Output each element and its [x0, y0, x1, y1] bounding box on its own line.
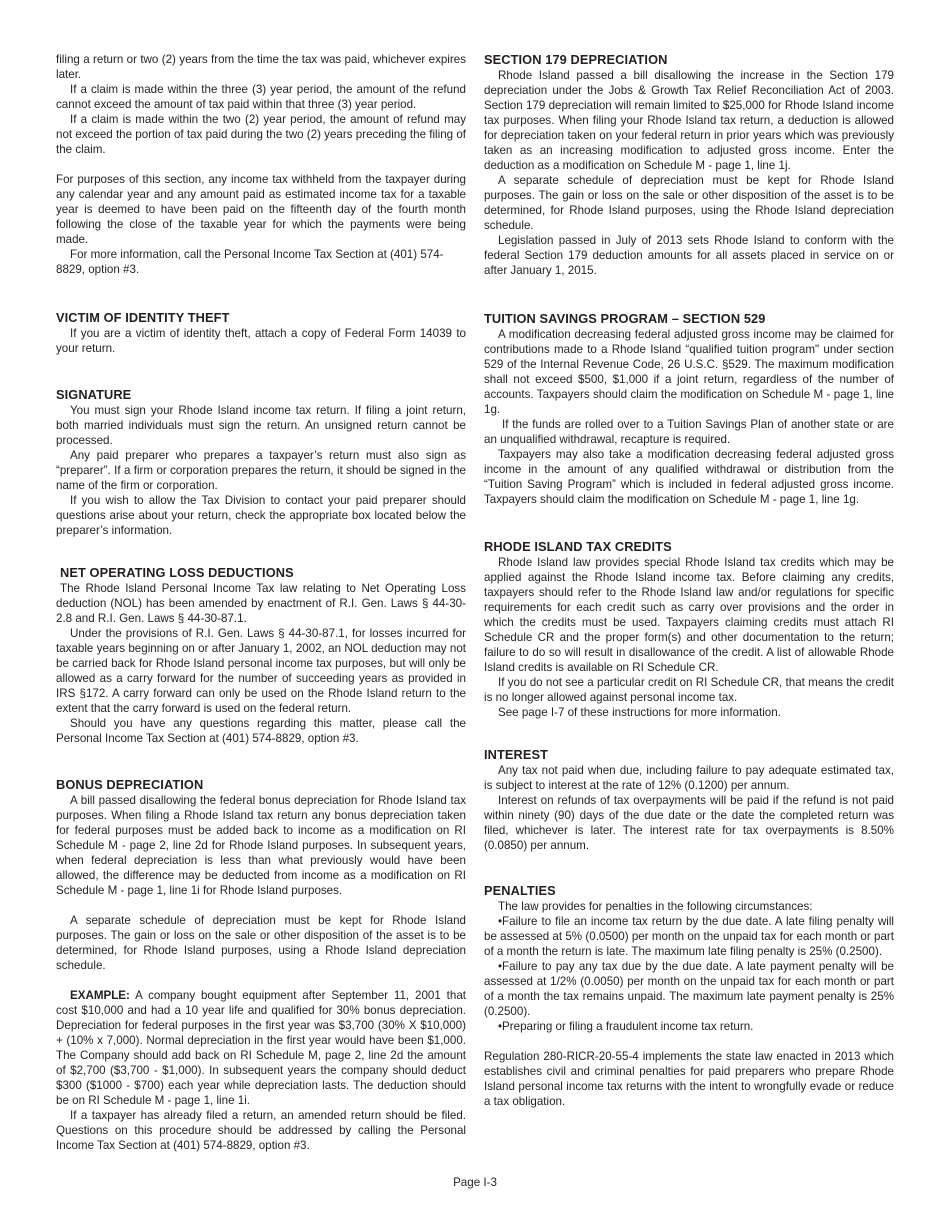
paragraph: Any paid preparer who prepares a taxpayer’s return must also sign as “preparer”. If a firm or corporation prepares the return, it should be signed in the name of the firm or corporation.	[56, 449, 466, 492]
paragraph: filing a return or two (2) years from the time the tax was paid, whichever expires later.	[56, 53, 466, 81]
identity-theft-section	[56, 310, 466, 356]
section-heading: INTEREST	[484, 747, 549, 762]
paragraph: A separate schedule of depreciation must be kept for Rhode Island purposes. The gain or loss on the sale or other disposition of the asset is to be determined, for Rhode Island purposes, using a Rhode Island depreciation schedule.	[56, 914, 466, 972]
paragraph: Legislation passed in July of 2013 sets Rhode Island to conform with the federal Section 179 deduction amounts for all assets placed in service on or after January 1, 2015.	[484, 234, 894, 277]
paragraph: Regulation 280-RICR-20-55-4 implements the state law enacted in 2013 which establishes civil and criminal penalties for paid preparers who prepare Rhode Island personal income tax returns with the intent to wrongfully evade or reduce a tax obligation.	[484, 1050, 894, 1108]
bullet-item: •Failure to pay any tax due by the due date. A late payment penalty will be assessed at 1/2% (0.0050) per month on the unpaid tax for each month or part of a month the tax remains unpaid. The maximum late payment penalty is 25% (0.2500).	[484, 960, 894, 1018]
section-heading: NET OPERATING LOSS DEDUCTIONS	[60, 565, 294, 580]
section-heading: PENALTIES	[484, 883, 556, 898]
paragraph: The law provides for penalties in the following circumstances:	[498, 900, 813, 913]
paragraph: If a claim is made within the two (2) year period, the amount of refund may not exceed the portion of tax paid during the two (2) years preceding the filing of the claim.	[56, 113, 466, 156]
right-column	[484, 52, 894, 1135]
refund-claim-section	[56, 52, 466, 277]
paragraph: If a claim is made within the three (3) year period, the amount of the refund cannot exceed the amount of tax paid within that three (3) year period.	[56, 83, 466, 111]
tuition-savings-section	[484, 311, 894, 507]
example-paragraph	[56, 988, 466, 1108]
paragraph: Under the provisions of R.I. Gen. Laws § 44-30-87.1, for losses incurred for taxable years beginning on or after January 1, 2002, an NOL deduction may not be carried back for Rhode Island personal income tax purposes, but will only be allowed as a carry forward for the number of succeeding years as provided in IRS §172. A carry forward can only be used on the Rhode Island return to the extent that the carry forward is used on the federal return.	[56, 627, 466, 715]
section-heading: VICTIM OF IDENTITY THEFT	[56, 310, 230, 325]
penalties-section	[484, 883, 894, 1109]
bullet-item: •Failure to file an income tax return by the due date. A late filing penalty will be assessed at 5% (0.0500) per month on the unpaid tax for each month or part of a month the return is late. The maximum late filing penalty is 25% (0.2500).	[484, 915, 894, 958]
paragraph: The Rhode Island Personal Income Tax law relating to Net Operating Loss deduction (NOL) has been amended by enactment of R.I. Gen. Laws § 44-30-2.8 and R.I. Gen. Laws § 44-30-87.1.	[56, 582, 466, 625]
paragraph: You must sign your Rhode Island income tax return. If filing a joint return, both married individuals must sign the return. An unsigned return cannot be processed.	[56, 404, 466, 447]
paragraph: A modification decreasing federal adjusted gross income may be claimed for contributions made to a Rhode Island “qualified tuition program" under section 529 of the Internal Revenue Code, 26 U.S.C. §529. The maximum modification shall not exceed $500, $1,000 if a joint return, regardless of the number of accounts. Taxpayers should claim the modification on Schedule M - page 1, line 1g.	[484, 328, 894, 416]
page-number: Page I-3	[453, 1176, 497, 1189]
paragraph: If you do not see a particular credit on RI Schedule CR, that means the credit is no longer allowed against personal income tax.	[484, 676, 894, 704]
example-text: A company bought equipment after September 11, 2001 that cost $10,000 and had a 10 year life and qualified for 30% bonus depreciation. Depreciation for federal purposes in the first year was $3,700 (30% X $10,000) + (10% x 7,000). Normal depreciation in the first year would have been $1,000. The Company should add back on RI Schedule M, page 2, line 2d the amount of $2,700 ($3,700 - $1,000). In subsequent years the company should deduct $300 ($1000 - $700) each year while depreciation lasts. The deduction should be on RI Schedule M - page 1, line 1i.	[56, 989, 466, 1107]
paragraph: Rhode Island law provides special Rhode Island tax credits which may be applied against the Rhode Island income tax. Before claiming any credits, taxpayers should refer to the Rhode Island law and/or regulations for specific requirements for each credit such as carry over provisions and the order in which the credits must be used. Taxpayers claiming credits must attach RI Schedule CR and the proper form(s) and other documentation to the return; failure to do so will result in disallowance of the credit. A list of allowable Rhode Island credits is available on RI Schedule CR.	[484, 556, 894, 674]
paragraph: Should you have any questions regarding this matter, please call the Personal Income Tax Section at (401) 574-8829, option #3.	[56, 717, 466, 745]
left-column	[56, 52, 466, 1179]
paragraph: See page I-7 of these instructions for more information.	[498, 706, 781, 719]
paragraph: Interest on refunds of tax overpayments will be paid if the refund is not paid within ninety (90) days of the due date or the date the completed return was filed, whichever is later. The interest rate for tax overpayments is 8.50% (0.0850) per annum.	[484, 794, 894, 852]
section-heading: SIGNATURE	[56, 387, 132, 402]
section-heading: SECTION 179 DEPRECIATION	[484, 52, 668, 67]
section-179-section	[484, 52, 894, 278]
interest-section	[484, 747, 894, 853]
bullet-item: •Preparing or filing a fraudulent income tax return.	[498, 1020, 754, 1033]
paragraph: A separate schedule of depreciation must be kept for Rhode Island purposes. The gain or loss on the sale or other disposition of the asset is to be determined, for Rhode Island purposes, using the Rhode Island depreciation schedule.	[484, 174, 894, 232]
example-label: EXAMPLE:	[70, 989, 130, 1002]
paragraph: For purposes of this section, any income tax withheld from the taxpayer during any calendar year and any amount paid as estimated income tax for a taxable year is deemed to have been paid on the fifteenth day of the fourth month following the close of the taxable year for which the payments were being made.	[56, 173, 466, 246]
paragraph: A bill passed disallowing the federal bonus depreciation for Rhode Island tax purposes. When filing a Rhode Island tax return any bonus depreciation taken for federal purposes must be added back to income as a modification on RI Schedule M - page 2, line 2d for Rhode Island purposes. In subsequent years, when federal depreciation is less than what previously would have been allowed, the difference may be deducted from income as a modification on RI Schedule M - page 1, line 1i for Rhode Island purposes.	[56, 794, 466, 897]
nol-section	[56, 565, 466, 746]
paragraph: Any tax not paid when due, including failure to pay adequate estimated tax, is subject to interest at the rate of 12% (0.1200) per annum.	[484, 764, 894, 792]
tax-credits-section	[484, 539, 894, 720]
section-heading: TUITION SAVINGS PROGRAM – SECTION 529	[484, 311, 766, 326]
section-heading: RHODE ISLAND TAX CREDITS	[484, 539, 672, 554]
paragraph: Rhode Island passed a bill disallowing the increase in the Section 179 depreciation under the Jobs & Growth Tax Relief Reconciliation Act of 2003. Section 179 depreciation will remain limited to $25,000 for Rhode Island income tax purposes. When filing your Rhode Island tax return, a deduction is allowed for depreciation taken on your federal return in prior years which was previously taken as an increasing modification to adjusted gross income. Enter the deduction as a modification on Schedule M - page 1, line 1j.	[484, 69, 894, 172]
signature-section	[56, 387, 466, 538]
section-heading: BONUS DEPRECIATION	[56, 777, 204, 792]
paragraph: Taxpayers may also take a modification decreasing federal adjusted gross income in the amount of any qualified withdrawal or distribution from the “Tuition Saving Program” which is included in federal adjusted gross income. Taxpayers should claim the modification on Schedule M - page 1, line 1g.	[484, 448, 894, 506]
bonus-depreciation-section	[56, 777, 466, 1153]
paragraph: If the funds are rolled over to a Tuition Savings Plan of another state or are an unqualified withdrawal, recapture is required.	[484, 418, 894, 446]
paragraph: For more information, call the Personal Income Tax Section at (401) 574-8829, option #3.	[56, 248, 444, 276]
paragraph: If you wish to allow the Tax Division to contact your paid preparer should questions arise about your return, check the appropriate box located below the preparer’s information.	[56, 494, 466, 537]
paragraph: If you are a victim of identity theft, attach a copy of Federal Form 14039 to your return.	[56, 327, 466, 355]
paragraph: If a taxpayer has already filed a return, an amended return should be filed. Questions on this procedure should be addressed by calling the Personal Income Tax Section at (401) 574-8829, option #3.	[56, 1109, 466, 1152]
